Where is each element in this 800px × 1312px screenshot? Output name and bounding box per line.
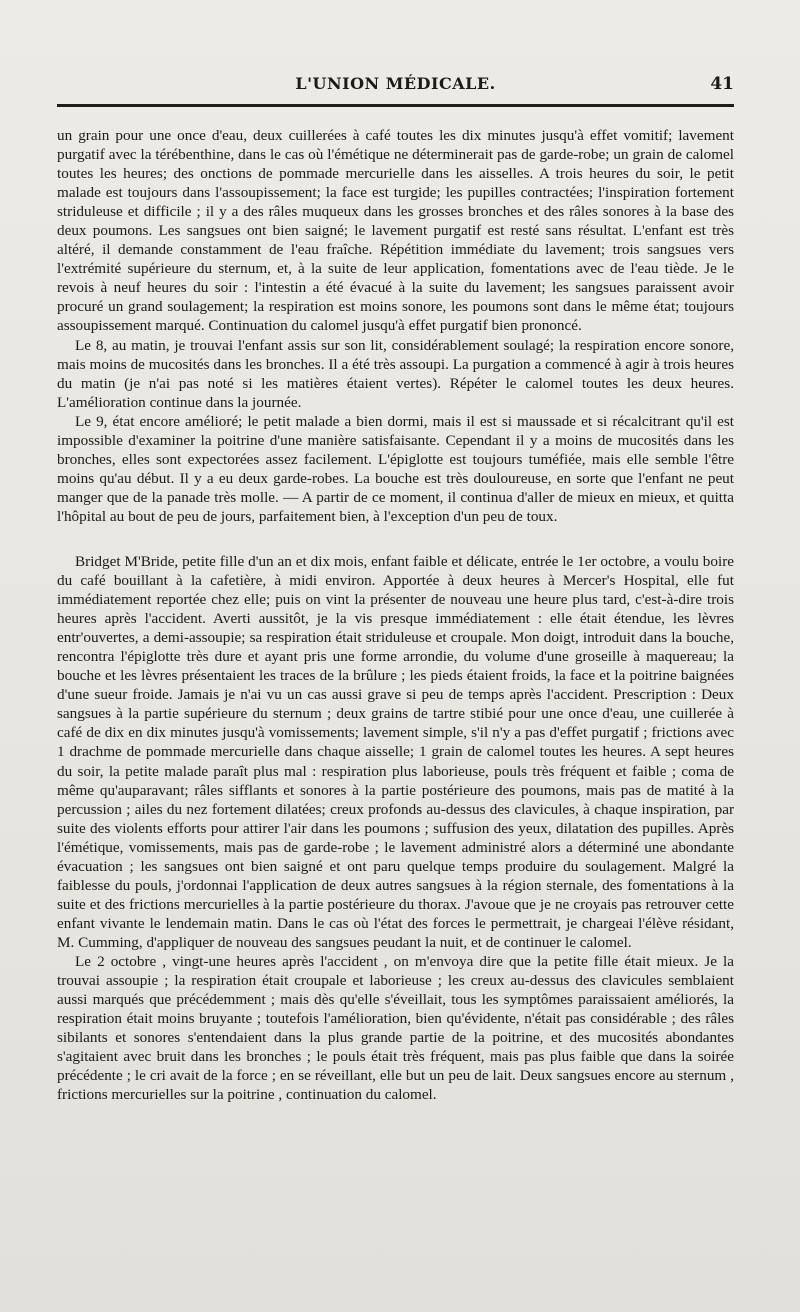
paragraph-continuation: un grain pour une once d'eau, deux cuillerées à café toutes les dix minutes jusqu'à effet vomitif; lavement purgatif avec la térébenthine, dans le cas où l'émétique ne déterminerait pas de garde-robe; un grain de calomel toutes les heures; des onctions de pommade mercurielle dans les aisselles. A trois heures du soir, le petit malade est toujours dans l'assoupissement; la face est turgide; les pupilles contractées; l'inspiration fortement striduleuse et difficile ; il y a des râles muqueux dans les grosses bronches et des râles sonores à la base des deux poumons. Les sangsues ont bien saigné; le lavement purgatif est resté sans résultat. L'enfant est très altéré, il demande constamment de l'eau fraîche. Répétition immédiate du lavement; trois sangsues vers l'extrémité supérieure du sternum, et, à la suite de leur application, fomentations avec de l'eau tiède. Je le revois à neuf heures du soir : l'intestin a été évacué à la suite du lavement; les sangsues paraissent avoir procuré un grand soulagement; la respiration est moins sonore, les poumons sont dans le même état; toujours assoupissement marqué. Continuation du calomel jusqu'à effet purgatif bien prononcé. (57, 127, 734, 335)
case-separator (57, 526, 734, 552)
paragraph-bridget-case: Bridget M'Bride, petite fille d'un an et dix mois, enfant faible et délicate, entrée le 1er octobre, a voulu boire du café bouillant à la cafetière, à midi environ. Apportée à deux heures à Mercer's Hospital, elle fut immédiatement reportée chez elle; puis on vint la présenter de nouveau une heure plus tard, c'est-à-dire trois heures après l'accident. Averti aussitôt, je la vis presque immédiatement : elle était étendue, les lèvres entr'ouvertes, a demi-assoupie; sa respiration était striduleuse et croupale. Mon doigt, introduit dans la bouche, rencontra l'épiglotte très dure et ayant pris une forme arrondie, du volume d'une groseille à maquereau; la bouche et les lèvres présentaient les traces de la brûlure ; les pieds étaient froids, la face et la poitrine baignées d'une sueur froide. Jamais je n'ai vu un cas aussi grave si peu de temps après l'accident. Prescription : Deux sangsues à la partie supérieure du sternum ; deux grains de tartre stibié pour une once d'eau, une cuillerée à café de dix en dix minutes jusqu'à vomissements; lavement simple, s'il n'y a pas d'effet purgatif ; frictions avec 1 drachme de pommade mercurielle dans chaque aisselle; 1 grain de calomel toutes les heures. A sept heures du soir, la petite malade paraît plus mal : respiration plus laborieuse, pouls très fréquent et faible ; coma de même qu'auparavant; râles sifflants et sonores à la partie postérieure des poumons, mais pas de matité à la percussion ; ailes du nez fortement dilatées; creux profonds au-dessus des clavicules, à chaque inspiration, par suite des violents efforts pour attirer l'air dans les poumons ; suffusion des yeux, dilatation des pupilles. Après l'émétique, vomissements, mais pas de garde-robe ; le lavement administré alors a déterminé une abondante évacuation ; les sangsues ont bien saigné et ont paru quelque temps produire du soulagement. Malgré la faiblesse du pouls, j'ordonnai l'application de deux autres sangsues à la région sternale, des fomentations à la suite et des frictions mercurielles à la partie postérieure du thorax. J'avoue que je ne croyais pas retrouver cette enfant vivante le lendemain matin. Dans le cas où l'état des forces le permettrait, je chargeai l'élève résidant, M. Cumming, d'appliquer de nouveau des sangsues peudant la nuit, et de continuer le calomel. (57, 552, 734, 951)
header-rule (57, 104, 734, 107)
page-number: 41 (710, 74, 734, 94)
running-header (57, 74, 734, 98)
body-text (57, 126, 734, 1104)
journal-title: L'UNION MÉDICALE. (295, 74, 496, 93)
paragraph-2-octobre: Le 2 octobre , vingt-une heures après l'accident , on m'envoya dire que la petite fille était mieux. Je la trouvai assoupie ; la respiration était croupale et laborieuse ; les creux au-dessus des clavicules semblaient aussi marqués que précédemment ; mais dès qu'elle s'éveillait, tous les symptômes paraissaient améliorés, la respiration était moins bruyante ; toutefois l'amélioration, bien qu'évidente, n'était pas considérable ; des râles sibilants et sonores s'entendaient dans la plus grande partie de la poitrine, et des mucosités abondantes s'agitaient avec bruit dans les bronches ; le pouls était très fréquent, mais pas plus faible que dans la soirée précédente ; le cri avait de la force ; en se réveillant, elle but un peu de lait. Deux sangsues encore au sternum , frictions mercurielles sur la poitrine , continuation du calomel. (57, 952, 734, 1104)
paragraph-le-9: Le 9, état encore amélioré; le petit malade a bien dormi, mais il est si maussade et si récalcitrant qu'il est impossible d'examiner la poitrine d'une manière satisfaisante. Cependant il y a moins de mucosités dans les bronches, elles sont expectorées assez facilement. L'épiglotte est toujours tuméfiée, mais elle semble l'être moins qu'au début. Il y a eu deux garde-robes. La bouche est très douloureuse, en sorte que l'enfant ne peut manger que de la panade très molle. — A partir de ce moment, il continua d'aller de mieux en mieux, et quitta l'hôpital au bout de peu de jours, parfaitement bien, à l'exception d'un peu de toux. (57, 412, 734, 525)
paragraph-le-8: Le 8, au matin, je trouvai l'enfant assis sur son lit, considérablement soulagé; la respiration encore sonore, mais moins de mucosités dans les bronches. Il a été très assoupi. La purgation a commencé à agir à trois heures du matin (je n'ai pas noté si les matières étaient vertes). Répéter le calomel toutes les deux heures. L'amélioration continue dans la journée. (57, 336, 734, 411)
